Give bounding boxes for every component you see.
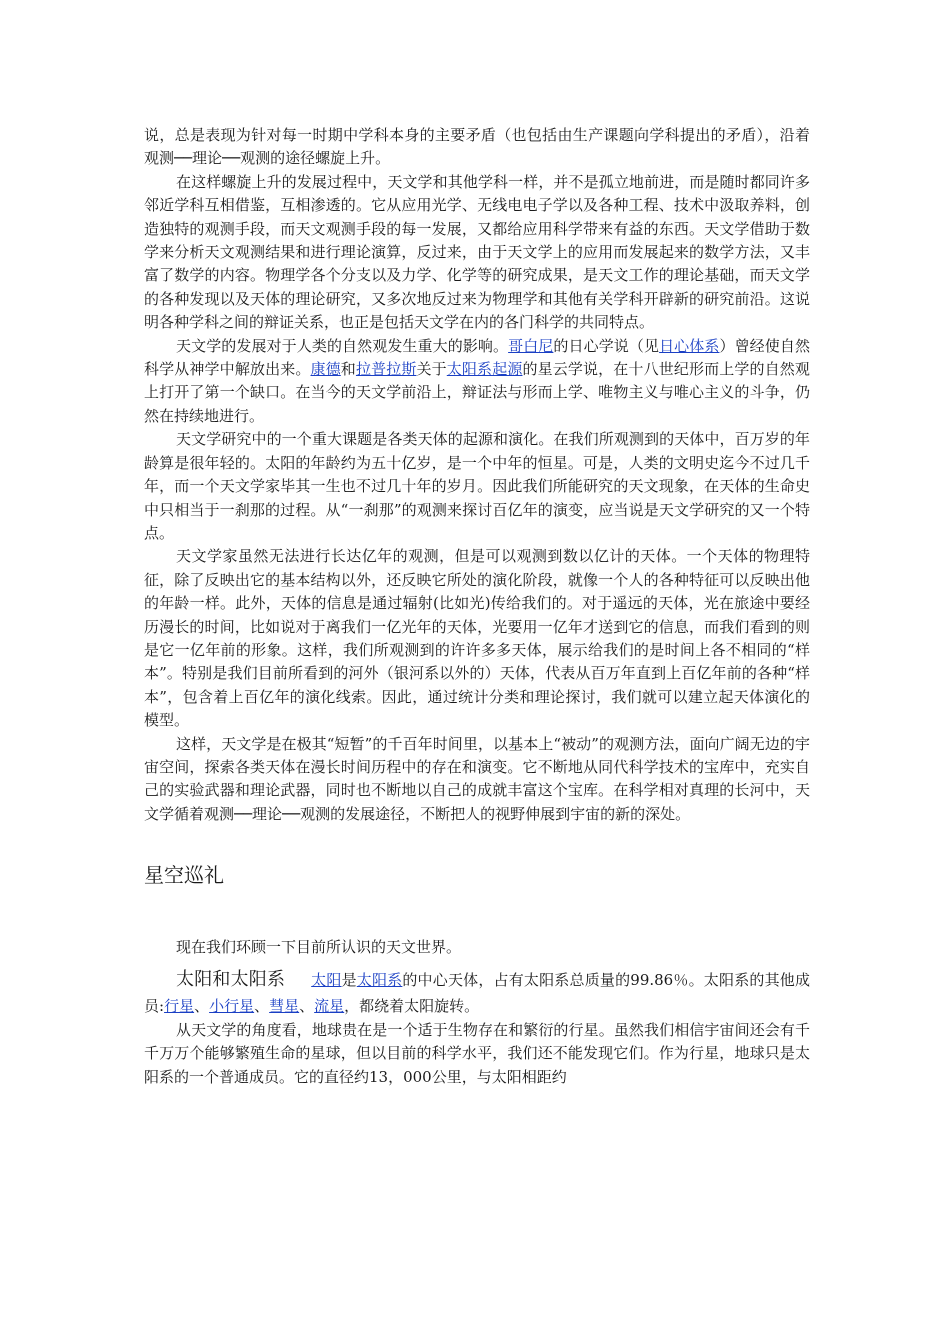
text-segment: 的日心学说（见	[553, 336, 660, 355]
paragraph-5: 天文学家虽然无法进行长达亿年的观测，但是可以观测到数以亿计的天体。一个天体的物理特征，除了反映出它的基本结构以外，还反映它所处的演化阶段，就像一个人的各种特征可以反映出他的年龄一样。此外，天体的信息是通过辐射(比如光)传给我们的。对于遥远的天体，光在旅途中要经历漫长的时间，比如说对于离我们一亿光年的天体，光要用一亿年才送到它的信息，而我们看到的则是它一亿年前的形象。这样，我们所观测到的许许多多天体，展示给我们的是时间上各不相同的“样本”。特别是我们目前所看到的河外（银河系以外的）天体，代表从百万年直到上百亿年前的各种“样本”，包含着上百亿年的演化线索。因此，通过统计分类和理论探讨，我们就可以建立起天体演化的模型。	[144, 547, 810, 730]
link-laplace[interactable]: 拉普拉斯	[355, 360, 417, 379]
text-segment: 关于	[416, 360, 447, 379]
link-heliocentric-system[interactable]: 日心体系	[659, 336, 720, 355]
link-asteroids[interactable]: 小行星	[209, 997, 255, 1015]
link-copernicus[interactable]: 哥白尼	[508, 336, 554, 355]
link-solar-system-origin[interactable]: 太阳系起源	[446, 360, 523, 379]
paragraph-3	[144, 335, 810, 429]
section-heading: 星空巡礼	[144, 863, 224, 888]
link-kant[interactable]: 康德	[310, 360, 341, 379]
text-segment: 天文学的发展对于人类的自然观发生重大的影响。	[176, 336, 509, 355]
paragraph-7: 从天文学的角度看，地球贵在是一个适于生物存在和繁衍的行星。虽然我们相信宇宙间还会有千千万万个能够繁殖生命的星球，但以目前的科学水平，我们还不能发现它们。作为行星，地球只是太阳系的一个普通成员。它的直径约13，000公里，与太阳相距约	[144, 1021, 810, 1086]
separator: 、	[254, 997, 270, 1015]
link-comets[interactable]: 彗星	[269, 997, 300, 1015]
link-planets[interactable]: 行星	[164, 997, 195, 1015]
text-segment: 的星云学说，在十八世纪形而上学的自然观上打开了第一个缺口。在当今的天文学前沿上，辩证法与形而上学、唯物主义与唯心主义的斗争，仍然在持续地进行。	[144, 360, 810, 425]
intro-paragraph: 现在我们环顾一下目前所认识的天文世界。	[176, 937, 462, 956]
text-segment: 和	[340, 360, 356, 379]
document-page	[144, 124, 810, 1089]
paragraph-4: 天文学研究中的一个重大课题是各类天体的起源和演化。在我们所观测到的天体中，百万岁的年龄算是很年轻的。太阳的年龄约为五十亿岁，是一个中年的恒星。可是，人类的文明史迄今不过几千年，而一个天文学家毕其一生也不过几十年的岁月。因此我们所能研究的天文现象，在天体的生命史中只相当于一刹那的过程。从“一刹那”的观测来探讨百亿年的演变，应当说是天文学研究的又一个特点。	[144, 430, 810, 542]
paragraph-6: 这样，天文学是在极其“短暂”的千百年时间里，以基本上“被动”的观测方法，面向广阔无边的宇宙空间，探索各类天体在漫长时间历程中的存在和演变。它不断地从同代科学技术的宝库中，充实自己的实验武器和理论武器，同时也不断地以自己的成就丰富这个宝库。在科学相对真理的长河中，天文学循着观测──理论──观测的发展途径，不断把人的视野伸展到宇宙的新的深处。	[144, 734, 810, 823]
text-segment: 的中心天体，占有太阳系总质量的99.86％。太阳系的其他成员:	[144, 971, 810, 1015]
paragraph-2: 在这样螺旋上升的发展过程中，天文学和其他学科一样，并不是孤立地前进，而是随时都同许多邻近学科互相借鉴，互相渗透的。它从应用光学、无线电电子学以及各种工程、技术中汲取养料，创造独特的观测手段，而天文观测手段的每一发展，又都给应用科学带来有益的东西。天文学借助于数学来分析天文观测结果和进行理论演算，反过来，由于天文学上的应用而发展起来的数学方法，又丰富了数学的内容。物理学各个分支以及力学、化学等的研究成果，是天文工作的理论基础，而天文学的各种发现以及天体的理论研究，又多次地反过来为物理学和其他有关学科开辟新的研究前沿。这说明各种学科之间的辩证关系，也正是包括天文学在内的各门科学的共同特点。	[144, 172, 810, 332]
subsection-title: 太阳和太阳系	[176, 969, 286, 990]
paragraph-1: 说，总是表现为针对每一时期中学科本身的主要矛盾（也包括由生产课题向学科提出的矛盾），沿着观测──理论──观测的途径螺旋上升。	[144, 126, 810, 168]
text-segment: 是	[341, 971, 357, 989]
separator: 、	[194, 997, 210, 1015]
link-meteors[interactable]: 流星	[314, 997, 345, 1015]
text-segment: ，都绕着太阳旋转。	[344, 997, 480, 1015]
separator: 、	[299, 997, 315, 1015]
link-solar-system[interactable]: 太阳系	[356, 971, 403, 989]
text-segment: ）曾经使自然科学从神学中解放出来。	[144, 336, 810, 379]
link-sun[interactable]: 太阳	[311, 971, 342, 989]
sun-paragraph	[144, 967, 810, 1019]
